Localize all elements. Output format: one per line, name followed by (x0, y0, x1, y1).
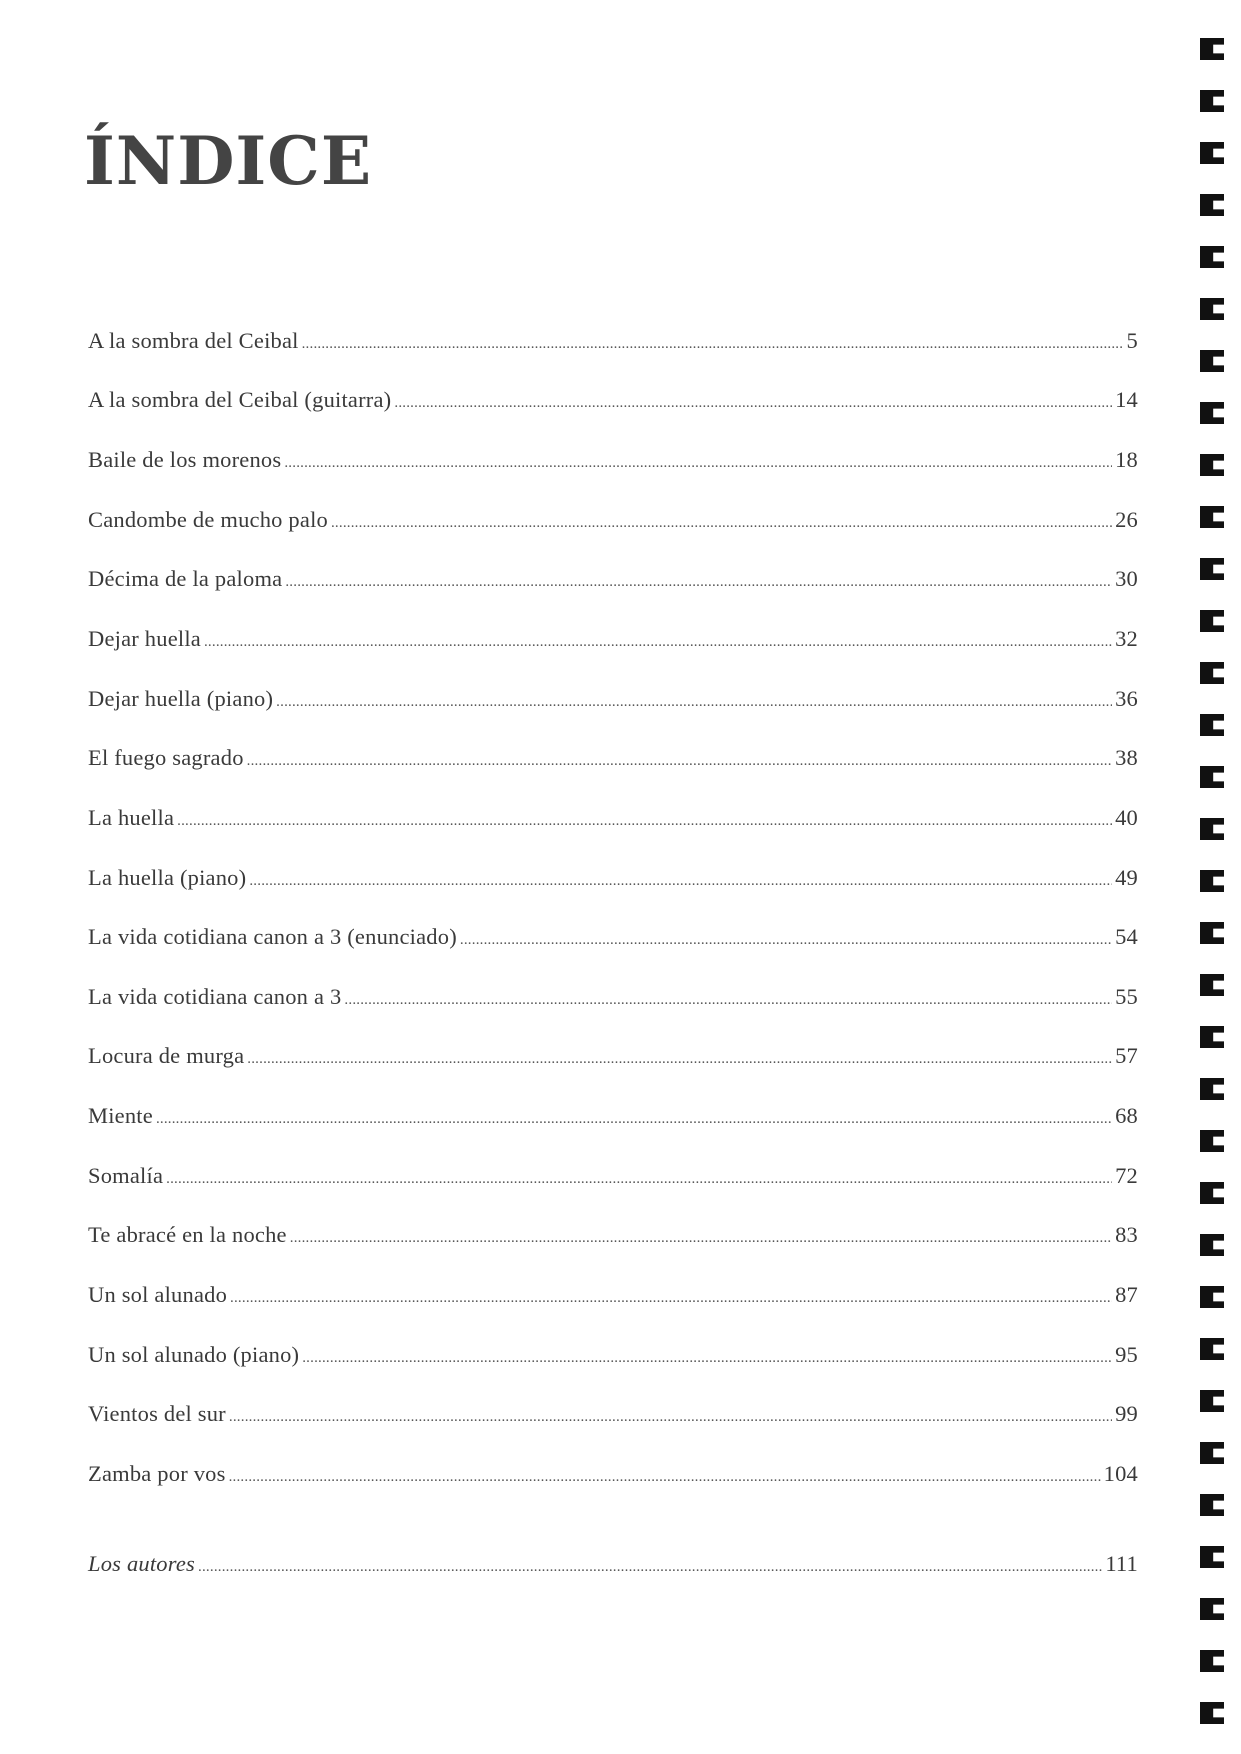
dot-leader (204, 634, 1112, 651)
toc-entry-page: 55 (1115, 984, 1138, 1009)
toc-entry-page: 49 (1115, 865, 1138, 890)
toc-entry-title: La vida cotidiana canon a 3 (enunciado) (88, 924, 457, 949)
toc-entry-title: Dejar huella (88, 626, 201, 651)
toc-entry-page: 87 (1115, 1282, 1138, 1307)
toc-entry-title: Un sol alunado (piano) (88, 1342, 300, 1367)
toc-entry-page: 99 (1115, 1401, 1138, 1426)
toc-entry-title: Miente (88, 1103, 153, 1128)
binding-hole-icon (1200, 1338, 1224, 1360)
toc-entry[interactable] (88, 1043, 1138, 1069)
toc-entry-title: La vida cotidiana canon a 3 (88, 984, 342, 1009)
dot-leader (276, 694, 1112, 711)
binding-hole-icon (1200, 1182, 1224, 1204)
dot-leader (249, 873, 1112, 890)
toc-entry[interactable] (88, 328, 1138, 354)
dot-leader (198, 1559, 1102, 1576)
toc-entry-page: 5 (1126, 328, 1138, 353)
dot-leader (285, 574, 1112, 591)
toc-entry[interactable] (88, 924, 1138, 950)
toc-entry-page: 72 (1115, 1163, 1138, 1188)
toc-entry-title: Locura de murga (88, 1043, 245, 1068)
binding-hole-icon (1200, 714, 1224, 736)
toc-entry-page: 111 (1105, 1551, 1138, 1576)
binding-hole-icon (1200, 454, 1224, 476)
toc-entry-title: Somalía (88, 1163, 164, 1188)
binding-hole-icon (1200, 38, 1224, 60)
dot-leader (302, 336, 1124, 353)
binding-hole-icon (1200, 610, 1224, 632)
toc-entry-title: La huella (piano) (88, 865, 247, 890)
toc-entry-title: Un sol alunado (88, 1282, 228, 1307)
toc-entry[interactable] (88, 1342, 1138, 1368)
toc-entry-authors[interactable] (88, 1551, 1138, 1577)
binding-hole-icon (1200, 402, 1224, 424)
dot-leader (229, 1469, 1101, 1486)
toc-entry-page: 83 (1115, 1222, 1138, 1247)
toc-entry-page: 54 (1115, 924, 1138, 949)
binding-hole-icon (1200, 1390, 1224, 1412)
toc-entry[interactable] (88, 1103, 1138, 1129)
toc-entry[interactable] (88, 626, 1138, 652)
dot-leader (247, 1051, 1112, 1068)
dot-leader (156, 1111, 1112, 1128)
toc-entry[interactable] (88, 1401, 1138, 1427)
toc-entry-title: El fuego sagrado (88, 745, 244, 770)
toc-entry-page: 57 (1115, 1043, 1138, 1068)
toc-entry[interactable] (88, 1163, 1138, 1189)
binding-hole-icon (1200, 1286, 1224, 1308)
toc-entry-page: 30 (1115, 566, 1138, 591)
toc-entry-title: Dejar huella (piano) (88, 686, 274, 711)
toc-entry-title: Candombe de mucho palo (88, 507, 328, 532)
toc-entry[interactable] (88, 387, 1138, 413)
toc-entry[interactable] (88, 984, 1138, 1010)
toc-entry-page: 36 (1115, 686, 1138, 711)
toc-entry[interactable] (88, 686, 1138, 712)
binding-hole-icon (1200, 1546, 1224, 1568)
binding-hole-icon (1200, 142, 1224, 164)
binding-hole-icon (1200, 298, 1224, 320)
dot-leader (344, 992, 1112, 1009)
binding-hole-icon (1200, 766, 1224, 788)
toc-entry-title: Te abracé en la noche (88, 1222, 287, 1247)
binding-hole-icon (1200, 1598, 1224, 1620)
dot-leader (229, 1409, 1112, 1426)
binding-hole-icon (1200, 246, 1224, 268)
toc-entry-title: Décima de la paloma (88, 566, 283, 591)
toc-entry-page: 104 (1103, 1461, 1138, 1486)
toc-entry-page: 40 (1115, 805, 1138, 830)
binding-hole-icon (1200, 1234, 1224, 1256)
dot-leader (331, 515, 1112, 532)
toc-entry[interactable] (88, 865, 1138, 891)
binding-hole-icon (1200, 1650, 1224, 1672)
binding-hole-icon (1200, 1078, 1224, 1100)
toc-entry[interactable] (88, 1461, 1138, 1487)
toc-entry-title: Baile de los morenos (88, 447, 282, 472)
dot-leader (166, 1171, 1112, 1188)
binding-hole-icon (1200, 974, 1224, 996)
toc-entry-title: Vientos del sur (88, 1401, 226, 1426)
binding-hole-icon (1200, 1494, 1224, 1516)
dot-leader (460, 932, 1112, 949)
dot-leader (177, 813, 1112, 830)
page-title: ÍNDICE (84, 122, 373, 201)
toc-entry[interactable] (88, 447, 1138, 473)
toc-entry[interactable] (88, 507, 1138, 533)
toc-entry-title: A la sombra del Ceibal (guitarra) (88, 387, 392, 412)
binding-hole-icon (1200, 1702, 1224, 1724)
toc-entry-page: 26 (1115, 507, 1138, 532)
toc-entry-title: La huella (88, 805, 175, 830)
toc-entry[interactable] (88, 566, 1138, 592)
toc-entry-page: 14 (1115, 387, 1138, 412)
toc-entry-page: 38 (1115, 745, 1138, 770)
binding-hole-icon (1200, 870, 1224, 892)
dot-leader (302, 1350, 1112, 1367)
dot-leader (247, 753, 1112, 770)
toc-entry-page: 95 (1115, 1342, 1138, 1367)
binding-hole-icon (1200, 194, 1224, 216)
toc-entry[interactable] (88, 1282, 1138, 1308)
toc-entry-page: 18 (1115, 447, 1138, 472)
toc-entry[interactable] (88, 805, 1138, 831)
toc-entry[interactable] (88, 1222, 1138, 1248)
binding-hole-icon (1200, 1130, 1224, 1152)
toc-entry-title: Zamba por vos (88, 1461, 226, 1486)
toc-entry-title: A la sombra del Ceibal (88, 328, 299, 353)
toc-entry-page: 32 (1115, 626, 1138, 651)
binding-hole-icon (1200, 922, 1224, 944)
toc-entry-page: 68 (1115, 1103, 1138, 1128)
binding-hole-icon (1200, 662, 1224, 684)
binding-hole-icon (1200, 818, 1224, 840)
binding-hole-icon (1200, 350, 1224, 372)
toc-entry-title: Los autores (88, 1551, 196, 1576)
binding-hole-icon (1200, 90, 1224, 112)
dot-leader (290, 1230, 1112, 1247)
toc-entry[interactable] (88, 745, 1138, 771)
dot-leader (394, 395, 1112, 412)
dot-leader (230, 1290, 1112, 1307)
dot-leader (284, 455, 1112, 472)
binding-hole-icon (1200, 506, 1224, 528)
binding-hole-icon (1200, 1026, 1224, 1048)
binding-hole-icon (1200, 1442, 1224, 1464)
binding-hole-icon (1200, 558, 1224, 580)
